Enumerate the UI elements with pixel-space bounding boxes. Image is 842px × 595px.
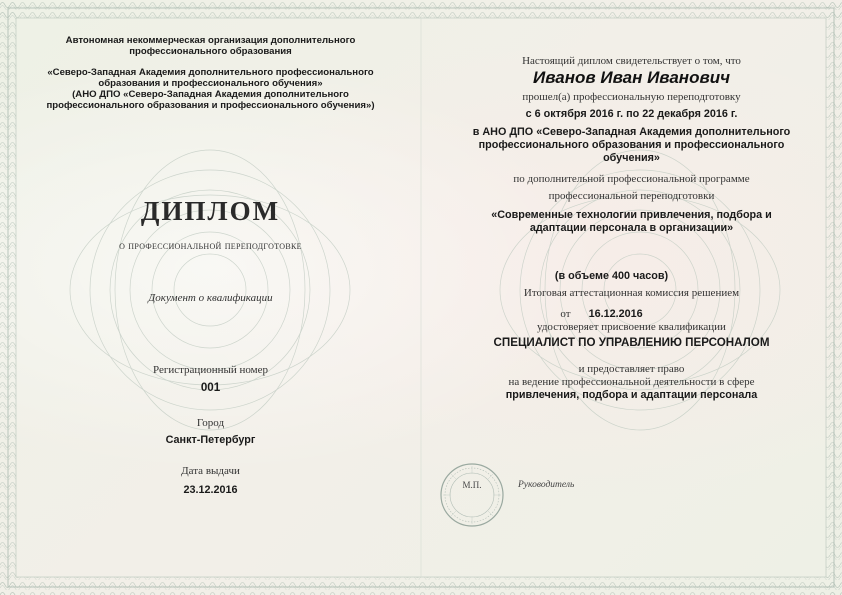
- org-name-line: профессионального образования: [129, 46, 292, 57]
- org-name-line: в АНО ДПО «Северо-Западная Академия дополнительного: [472, 126, 791, 138]
- program-name-line: адаптации персонала в организации»: [529, 222, 734, 234]
- diploma-title: ДИПЛОМ: [140, 196, 281, 226]
- org-name-line: профессионального образования и профессионального обучения»): [46, 100, 375, 111]
- seal-stamp: [439, 462, 505, 528]
- program-intro: профессиональной переподготовки: [548, 190, 715, 202]
- org-name-line: профессионального образования и профессионального: [478, 139, 785, 151]
- org-name-line: образования и профессионального обучения»: [98, 78, 323, 89]
- decision-date: 16.12.2016: [588, 308, 643, 320]
- diploma-subtitle: о профессиональной переподготовке: [119, 240, 302, 252]
- certifies-text: удостоверяет присвоение квалификации: [537, 321, 726, 333]
- program-hours: (в объеме 400 часов): [554, 270, 669, 282]
- graduate-name: Иванов Иван Иванович: [532, 68, 731, 87]
- city-value: Санкт-Петербург: [165, 434, 256, 446]
- reg-number: 001: [200, 381, 221, 394]
- program-name-line: «Современные технологии привлечения, подбора и: [491, 209, 772, 221]
- head-signature-label: Руководитель: [518, 480, 575, 490]
- issue-date: 23.12.2016: [183, 484, 238, 496]
- activity-text: на ведение профессиональной деятельности в сфере: [508, 376, 755, 388]
- org-name-line: (АНО ДПО «Северо-Западная Академия дополнительного: [72, 89, 349, 100]
- passed-text: прошел(а) профессиональную переподготовку: [522, 91, 741, 103]
- reg-number-label: Регистрационный номер: [152, 364, 269, 376]
- grants-text: и предоставляет право: [578, 363, 685, 375]
- decision-date-row: [361, 304, 842, 322]
- commission-text: Итоговая аттестационная комиссия решением: [523, 287, 740, 299]
- activity-scope: привлечения, подбора и адаптации персонала: [505, 389, 758, 401]
- qualification-title: СПЕЦИАЛИСТ ПО УПРАВЛЕНИЮ ПЕРСОНАЛОМ: [493, 336, 770, 349]
- org-name-line: обучения»: [603, 152, 660, 164]
- city-label: Город: [196, 417, 225, 429]
- issue-date-label: Дата выдачи: [181, 465, 240, 477]
- study-period: с 6 октября 2016 г. по 22 декабря 2016 г.: [525, 108, 738, 120]
- org-name-line: Автономная некоммерческая организация дополнительного: [65, 35, 356, 46]
- document-type: Документ о квалификации: [148, 292, 273, 304]
- org-name-line: «Северо-Западная Академия дополнительного профессионального: [47, 67, 374, 78]
- program-intro: по дополнительной профессиональной программе: [513, 173, 750, 185]
- decision-date-label: от: [560, 308, 571, 320]
- seal-label: М.П.: [462, 480, 482, 490]
- intro-text: Настоящий диплом свидетельствует о том, что: [522, 55, 741, 67]
- seal-icon: [439, 462, 505, 528]
